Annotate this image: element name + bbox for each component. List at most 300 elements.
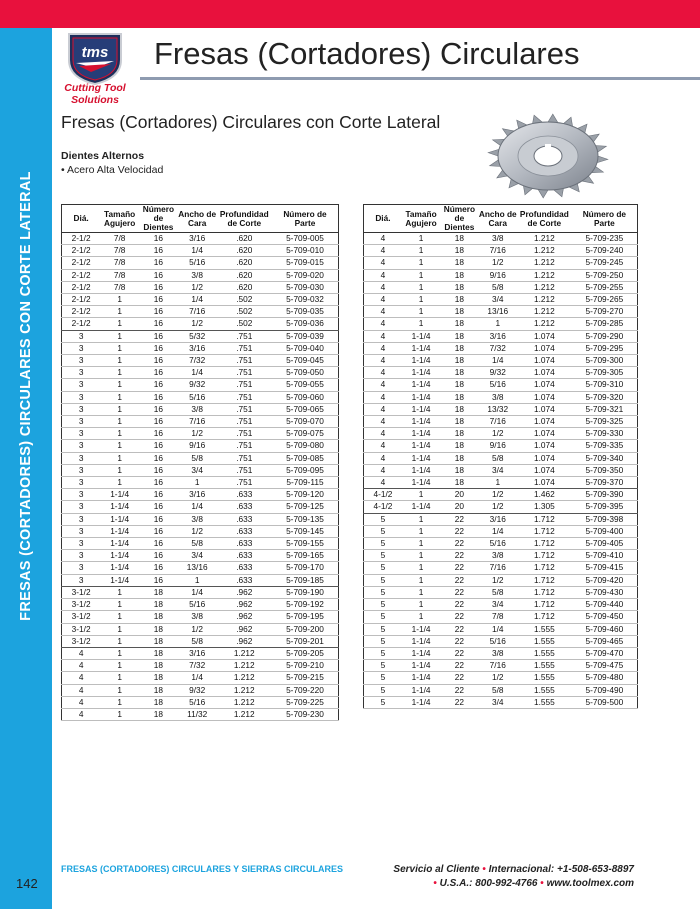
cell-teeth: 16 xyxy=(139,513,178,525)
cell-bore: 1 xyxy=(100,599,139,611)
cell-part-number: 5-709-055 xyxy=(272,379,339,391)
cell-face-width: 7/32 xyxy=(178,660,217,672)
cell-part-number: 5-709-450 xyxy=(572,611,638,623)
cell-part-number: 5-709-205 xyxy=(272,647,339,659)
cell-face-width: 1/4 xyxy=(178,672,217,684)
cell-teeth: 22 xyxy=(440,635,478,647)
cell-depth: .633 xyxy=(217,525,272,537)
table-row xyxy=(364,403,638,415)
cell-part-number: 5-709-125 xyxy=(272,501,339,513)
bullet-dot: • xyxy=(433,878,437,889)
table-row xyxy=(62,269,339,281)
table-row xyxy=(62,477,339,489)
table-row xyxy=(62,708,339,720)
cell-teeth: 18 xyxy=(139,660,178,672)
cell-teeth: 22 xyxy=(440,696,478,708)
cell-teeth: 16 xyxy=(139,245,178,257)
cell-bore: 1 xyxy=(100,452,139,464)
cell-depth: 1.212 xyxy=(217,708,272,720)
table-row xyxy=(364,477,638,489)
cell-bore: 1 xyxy=(100,440,139,452)
tms-logo[interactable] xyxy=(61,30,129,86)
cell-depth: 1.212 xyxy=(517,294,572,306)
cell-dia: 4 xyxy=(364,281,402,293)
cell-depth: .751 xyxy=(217,342,272,354)
cell-depth: .751 xyxy=(217,452,272,464)
cell-depth: 1.555 xyxy=(517,623,572,635)
cell-bore: 1 xyxy=(402,281,440,293)
cell-bore: 1-1/4 xyxy=(402,440,440,452)
table-row xyxy=(62,635,339,647)
cell-teeth: 18 xyxy=(440,428,478,440)
col-header-teeth: Número de Dientes xyxy=(440,205,478,233)
cell-face-width: 9/32 xyxy=(178,684,217,696)
cell-dia: 2-1/2 xyxy=(62,269,101,281)
cell-face-width: 7/32 xyxy=(479,342,517,354)
cell-teeth: 18 xyxy=(440,342,478,354)
cell-depth: 1.555 xyxy=(517,672,572,684)
cell-teeth: 18 xyxy=(139,611,178,623)
cell-face-width: 3/16 xyxy=(178,342,217,354)
cell-dia: 4 xyxy=(364,403,402,415)
table-row xyxy=(364,562,638,574)
cell-part-number: 5-709-225 xyxy=(272,696,339,708)
cell-face-width: 1 xyxy=(178,574,217,586)
cell-dia: 5 xyxy=(364,635,402,647)
cell-bore: 1-1/4 xyxy=(402,477,440,489)
cell-depth: 1.212 xyxy=(517,257,572,269)
cell-teeth: 16 xyxy=(139,294,178,306)
sidebar-title: FRESAS (CORTADORES) CIRCULARES CON CORTE LATERAL xyxy=(18,171,34,621)
cell-face-width: 1/2 xyxy=(479,257,517,269)
website-link[interactable]: www.toolmex.com xyxy=(546,878,634,889)
col-header-part-number: Número de Parte xyxy=(572,205,638,233)
cell-depth: .751 xyxy=(217,379,272,391)
table-row xyxy=(62,367,339,379)
table-row xyxy=(62,306,339,318)
col-header-dia: Diá. xyxy=(364,205,402,233)
cell-part-number: 5-709-310 xyxy=(572,379,638,391)
cell-depth: .620 xyxy=(217,245,272,257)
table-row xyxy=(62,660,339,672)
cell-teeth: 22 xyxy=(440,562,478,574)
cell-depth: 1.555 xyxy=(517,696,572,708)
cell-bore: 7/8 xyxy=(100,245,139,257)
cell-teeth: 22 xyxy=(440,586,478,598)
cell-face-width: 5/8 xyxy=(178,452,217,464)
cell-part-number: 5-709-330 xyxy=(572,428,638,440)
table-row xyxy=(62,416,339,428)
cell-teeth: 18 xyxy=(440,440,478,452)
cell-teeth: 16 xyxy=(139,342,178,354)
parts-table-left xyxy=(61,204,339,721)
cell-bore: 1 xyxy=(100,355,139,367)
cell-bore: 1-1/4 xyxy=(402,403,440,415)
cell-dia: 4 xyxy=(62,647,101,659)
cell-part-number: 5-709-060 xyxy=(272,391,339,403)
cell-part-number: 5-709-070 xyxy=(272,416,339,428)
cell-bore: 1-1/4 xyxy=(100,489,139,501)
international-phone[interactable]: Internacional: +1-508-653-8897 xyxy=(488,864,634,875)
cell-part-number: 5-709-475 xyxy=(572,660,638,672)
table-row xyxy=(62,538,339,550)
bullet-dot: • xyxy=(540,878,544,889)
cell-part-number: 5-709-065 xyxy=(272,403,339,415)
cell-depth: 1.212 xyxy=(517,281,572,293)
cell-teeth: 22 xyxy=(440,538,478,550)
cell-dia: 3 xyxy=(62,452,101,464)
cell-bore: 1 xyxy=(100,586,139,598)
cell-part-number: 5-709-398 xyxy=(572,513,638,525)
cell-part-number: 5-709-005 xyxy=(272,233,339,245)
table-row xyxy=(62,281,339,293)
cell-depth: .751 xyxy=(217,477,272,489)
cell-part-number: 5-709-235 xyxy=(572,233,638,245)
cell-depth: .751 xyxy=(217,391,272,403)
cell-teeth: 22 xyxy=(440,672,478,684)
cell-teeth: 16 xyxy=(139,501,178,513)
cell-dia: 3 xyxy=(62,464,101,476)
cell-teeth: 18 xyxy=(139,708,178,720)
cell-face-width: 1/2 xyxy=(479,428,517,440)
cell-depth: 1.212 xyxy=(517,245,572,257)
cell-teeth: 18 xyxy=(440,233,478,245)
cell-dia: 3 xyxy=(62,342,101,354)
cell-part-number: 5-709-080 xyxy=(272,440,339,452)
cell-face-width: 13/32 xyxy=(479,403,517,415)
table-row xyxy=(62,574,339,586)
cell-dia: 4 xyxy=(364,391,402,403)
cutter-tooth xyxy=(597,156,608,163)
cell-part-number: 5-709-020 xyxy=(272,269,339,281)
cell-part-number: 5-709-430 xyxy=(572,586,638,598)
cell-dia: 4 xyxy=(364,269,402,281)
cell-face-width: 5/16 xyxy=(479,635,517,647)
cell-bore: 1 xyxy=(100,708,139,720)
cell-dia: 4 xyxy=(364,416,402,428)
cell-dia: 4 xyxy=(62,696,101,708)
cell-depth: 1.555 xyxy=(517,635,572,647)
cell-depth: .620 xyxy=(217,233,272,245)
cell-dia: 2-1/2 xyxy=(62,257,101,269)
cell-bore: 1 xyxy=(402,233,440,245)
cell-bore: 1 xyxy=(402,538,440,550)
logo-text: tms xyxy=(81,44,109,61)
table-row xyxy=(364,306,638,318)
cell-part-number: 5-709-370 xyxy=(572,477,638,489)
cell-depth: 1.074 xyxy=(517,477,572,489)
cell-dia: 2-1/2 xyxy=(62,294,101,306)
cell-face-width: 1/4 xyxy=(178,586,217,598)
table-header xyxy=(364,205,638,233)
cell-face-width: 13/16 xyxy=(479,306,517,318)
page-number: 142 xyxy=(16,876,38,891)
cell-teeth: 22 xyxy=(440,647,478,659)
cell-teeth: 16 xyxy=(139,464,178,476)
cell-part-number: 5-709-470 xyxy=(572,647,638,659)
cell-part-number: 5-709-185 xyxy=(272,574,339,586)
cell-depth: .962 xyxy=(217,599,272,611)
cell-face-width: 1/2 xyxy=(178,623,217,635)
cell-part-number: 5-709-050 xyxy=(272,367,339,379)
service-label: Servicio al Cliente xyxy=(393,864,480,875)
cell-face-width: 3/8 xyxy=(479,391,517,403)
table-row xyxy=(364,696,638,708)
table-row xyxy=(364,269,638,281)
cell-dia: 3 xyxy=(62,330,101,342)
cell-depth: 1.074 xyxy=(517,452,572,464)
cell-dia: 4 xyxy=(364,452,402,464)
cell-bore: 7/8 xyxy=(100,257,139,269)
table-row xyxy=(364,611,638,623)
cell-bore: 1-1/4 xyxy=(100,550,139,562)
cell-dia: 4 xyxy=(62,660,101,672)
table-row xyxy=(364,525,638,537)
cell-bore: 1 xyxy=(402,318,440,330)
cell-face-width: 3/8 xyxy=(479,233,517,245)
cell-part-number: 5-709-420 xyxy=(572,574,638,586)
cell-part-number: 5-709-250 xyxy=(572,269,638,281)
cell-part-number: 5-709-135 xyxy=(272,513,339,525)
table-row xyxy=(62,586,339,598)
cell-depth: .751 xyxy=(217,403,272,415)
cell-teeth: 18 xyxy=(440,318,478,330)
cell-dia: 3-1/2 xyxy=(62,623,101,635)
cutter-tooth xyxy=(488,149,499,156)
cell-bore: 1 xyxy=(100,391,139,403)
cell-teeth: 18 xyxy=(139,586,178,598)
cell-face-width: 1 xyxy=(178,477,217,489)
cell-teeth: 16 xyxy=(139,269,178,281)
cell-bore: 1 xyxy=(402,574,440,586)
cell-dia: 4 xyxy=(364,379,402,391)
cell-teeth: 18 xyxy=(440,391,478,403)
table-row xyxy=(62,257,339,269)
cell-teeth: 16 xyxy=(139,379,178,391)
cell-teeth: 16 xyxy=(139,440,178,452)
cell-face-width: 5/16 xyxy=(178,257,217,269)
cell-bore: 7/8 xyxy=(100,269,139,281)
table-row xyxy=(364,367,638,379)
cell-part-number: 5-709-320 xyxy=(572,391,638,403)
cell-face-width: 1/2 xyxy=(479,574,517,586)
cell-depth: 1.712 xyxy=(517,538,572,550)
cell-teeth: 18 xyxy=(440,464,478,476)
cell-bore: 1 xyxy=(100,684,139,696)
table-row xyxy=(62,464,339,476)
cell-dia: 4 xyxy=(364,318,402,330)
cell-part-number: 5-709-335 xyxy=(572,440,638,452)
cell-depth: .502 xyxy=(217,294,272,306)
cell-bore: 1 xyxy=(402,513,440,525)
table-row xyxy=(62,379,339,391)
table-row xyxy=(62,330,339,342)
page-title: Fresas (Cortadores) Circulares xyxy=(154,36,580,71)
cell-dia: 3 xyxy=(62,477,101,489)
table-row xyxy=(364,452,638,464)
cell-face-width: 9/16 xyxy=(479,440,517,452)
table-row xyxy=(364,574,638,586)
cell-face-width: 3/8 xyxy=(178,403,217,415)
table-row xyxy=(364,342,638,354)
cell-depth: 1.074 xyxy=(517,403,572,415)
cell-face-width: 3/8 xyxy=(178,513,217,525)
cell-face-width: 9/32 xyxy=(178,379,217,391)
cell-bore: 1 xyxy=(402,245,440,257)
cell-depth: .633 xyxy=(217,501,272,513)
cell-bore: 1 xyxy=(100,367,139,379)
side-cutter-image xyxy=(482,108,614,202)
material-bullet: • Acero Alta Velocidad xyxy=(61,164,164,176)
cell-dia: 4 xyxy=(364,428,402,440)
table-row xyxy=(364,330,638,342)
cell-bore: 1-1/4 xyxy=(402,501,440,513)
cell-part-number: 5-709-039 xyxy=(272,330,339,342)
cell-part-number: 5-709-170 xyxy=(272,562,339,574)
cell-bore: 1 xyxy=(100,403,139,415)
cell-dia: 4 xyxy=(62,708,101,720)
cell-teeth: 22 xyxy=(440,513,478,525)
cell-part-number: 5-709-440 xyxy=(572,599,638,611)
table-row xyxy=(62,513,339,525)
cell-part-number: 5-709-120 xyxy=(272,489,339,501)
cell-bore: 1-1/4 xyxy=(402,330,440,342)
cell-dia: 4 xyxy=(364,440,402,452)
cell-bore: 1 xyxy=(402,550,440,562)
cell-dia: 3 xyxy=(62,391,101,403)
cell-bore: 1 xyxy=(402,257,440,269)
cell-part-number: 5-709-075 xyxy=(272,428,339,440)
cell-face-width: 3/8 xyxy=(178,269,217,281)
cell-dia: 3-1/2 xyxy=(62,599,101,611)
cell-part-number: 5-709-095 xyxy=(272,464,339,476)
cell-teeth: 16 xyxy=(139,318,178,330)
cell-bore: 1 xyxy=(100,477,139,489)
cell-teeth: 18 xyxy=(139,672,178,684)
cell-bore: 1 xyxy=(100,428,139,440)
table-row xyxy=(364,233,638,245)
cell-teeth: 16 xyxy=(139,574,178,586)
cell-bore: 1 xyxy=(402,611,440,623)
table-row xyxy=(62,501,339,513)
cell-part-number: 5-709-035 xyxy=(272,306,339,318)
cell-face-width: 5/16 xyxy=(479,538,517,550)
cell-part-number: 5-709-165 xyxy=(272,550,339,562)
cell-bore: 1 xyxy=(402,269,440,281)
cell-depth: 1.555 xyxy=(517,660,572,672)
cell-depth: 1.712 xyxy=(517,586,572,598)
cell-bore: 1 xyxy=(100,342,139,354)
cell-face-width: 3/4 xyxy=(479,696,517,708)
cell-part-number: 5-709-410 xyxy=(572,550,638,562)
cell-dia: 5 xyxy=(364,611,402,623)
brand-tagline: Cutting Tool Solutions xyxy=(64,82,126,106)
cell-face-width: 7/16 xyxy=(479,245,517,257)
cell-depth: 1.212 xyxy=(517,306,572,318)
cell-dia: 4 xyxy=(364,245,402,257)
cell-depth: 1.074 xyxy=(517,428,572,440)
cell-depth: 1.712 xyxy=(517,550,572,562)
bullet-dot: • xyxy=(482,864,486,875)
cell-face-width: 3/8 xyxy=(479,647,517,659)
cell-bore: 1 xyxy=(100,306,139,318)
cell-teeth: 22 xyxy=(440,599,478,611)
cell-bore: 1-1/4 xyxy=(402,684,440,696)
cell-face-width: 5/8 xyxy=(178,538,217,550)
table-row xyxy=(364,647,638,659)
cell-part-number: 5-709-290 xyxy=(572,330,638,342)
cell-teeth: 18 xyxy=(440,416,478,428)
cell-bore: 1-1/4 xyxy=(402,342,440,354)
cell-face-width: 1/2 xyxy=(178,428,217,440)
cell-depth: 1.212 xyxy=(517,233,572,245)
cell-depth: .620 xyxy=(217,269,272,281)
cell-part-number: 5-709-321 xyxy=(572,403,638,415)
cell-bore: 1-1/4 xyxy=(100,538,139,550)
cell-part-number: 5-709-032 xyxy=(272,294,339,306)
cell-part-number: 5-709-115 xyxy=(272,477,339,489)
table-row xyxy=(62,342,339,354)
cell-teeth: 16 xyxy=(139,525,178,537)
usa-phone[interactable]: U.S.A.: 800-992-4766 xyxy=(439,878,538,889)
section-subtitle: Fresas (Cortadores) Circulares con Corte Lateral xyxy=(61,112,441,132)
cell-dia: 4 xyxy=(364,355,402,367)
cell-face-width: 5/8 xyxy=(479,281,517,293)
cutter-tooth xyxy=(548,114,558,123)
cell-dia: 2-1/2 xyxy=(62,318,101,330)
cell-depth: .751 xyxy=(217,464,272,476)
cell-face-width: 5/16 xyxy=(178,599,217,611)
cell-dia: 2-1/2 xyxy=(62,245,101,257)
cell-depth: 1.074 xyxy=(517,355,572,367)
cell-depth: 1.712 xyxy=(517,574,572,586)
cell-dia: 5 xyxy=(364,525,402,537)
cell-dia: 3 xyxy=(62,489,101,501)
table-row xyxy=(62,428,339,440)
cell-bore: 1 xyxy=(402,306,440,318)
cell-depth: .962 xyxy=(217,586,272,598)
cell-depth: 1.712 xyxy=(517,611,572,623)
table-row xyxy=(62,391,339,403)
cell-dia: 5 xyxy=(364,599,402,611)
table-row xyxy=(364,294,638,306)
cell-teeth: 22 xyxy=(440,684,478,696)
cell-teeth: 18 xyxy=(139,684,178,696)
cell-depth: .633 xyxy=(217,550,272,562)
cell-dia: 4 xyxy=(364,306,402,318)
cell-face-width: 5/8 xyxy=(178,635,217,647)
cell-part-number: 5-709-200 xyxy=(272,623,339,635)
cell-bore: 1 xyxy=(100,647,139,659)
cell-part-number: 5-709-036 xyxy=(272,318,339,330)
cell-depth: 1.074 xyxy=(517,379,572,391)
cell-depth: 1.074 xyxy=(517,416,572,428)
footer-contact xyxy=(350,863,634,891)
cell-teeth: 16 xyxy=(139,538,178,550)
cell-depth: .502 xyxy=(217,306,272,318)
footer-category: FRESAS (CORTADORES) CIRCULARES Y SIERRAS CIRCULARES xyxy=(61,864,344,874)
table-row xyxy=(62,489,339,501)
cell-dia: 3 xyxy=(62,525,101,537)
cell-dia: 3 xyxy=(62,428,101,440)
cell-depth: 1.074 xyxy=(517,464,572,476)
cell-bore: 1 xyxy=(402,562,440,574)
cell-dia: 4-1/2 xyxy=(364,501,402,513)
cell-bore: 7/8 xyxy=(100,281,139,293)
cell-depth: 1.212 xyxy=(517,269,572,281)
cell-part-number: 5-709-340 xyxy=(572,452,638,464)
cell-face-width: 1/2 xyxy=(178,281,217,293)
